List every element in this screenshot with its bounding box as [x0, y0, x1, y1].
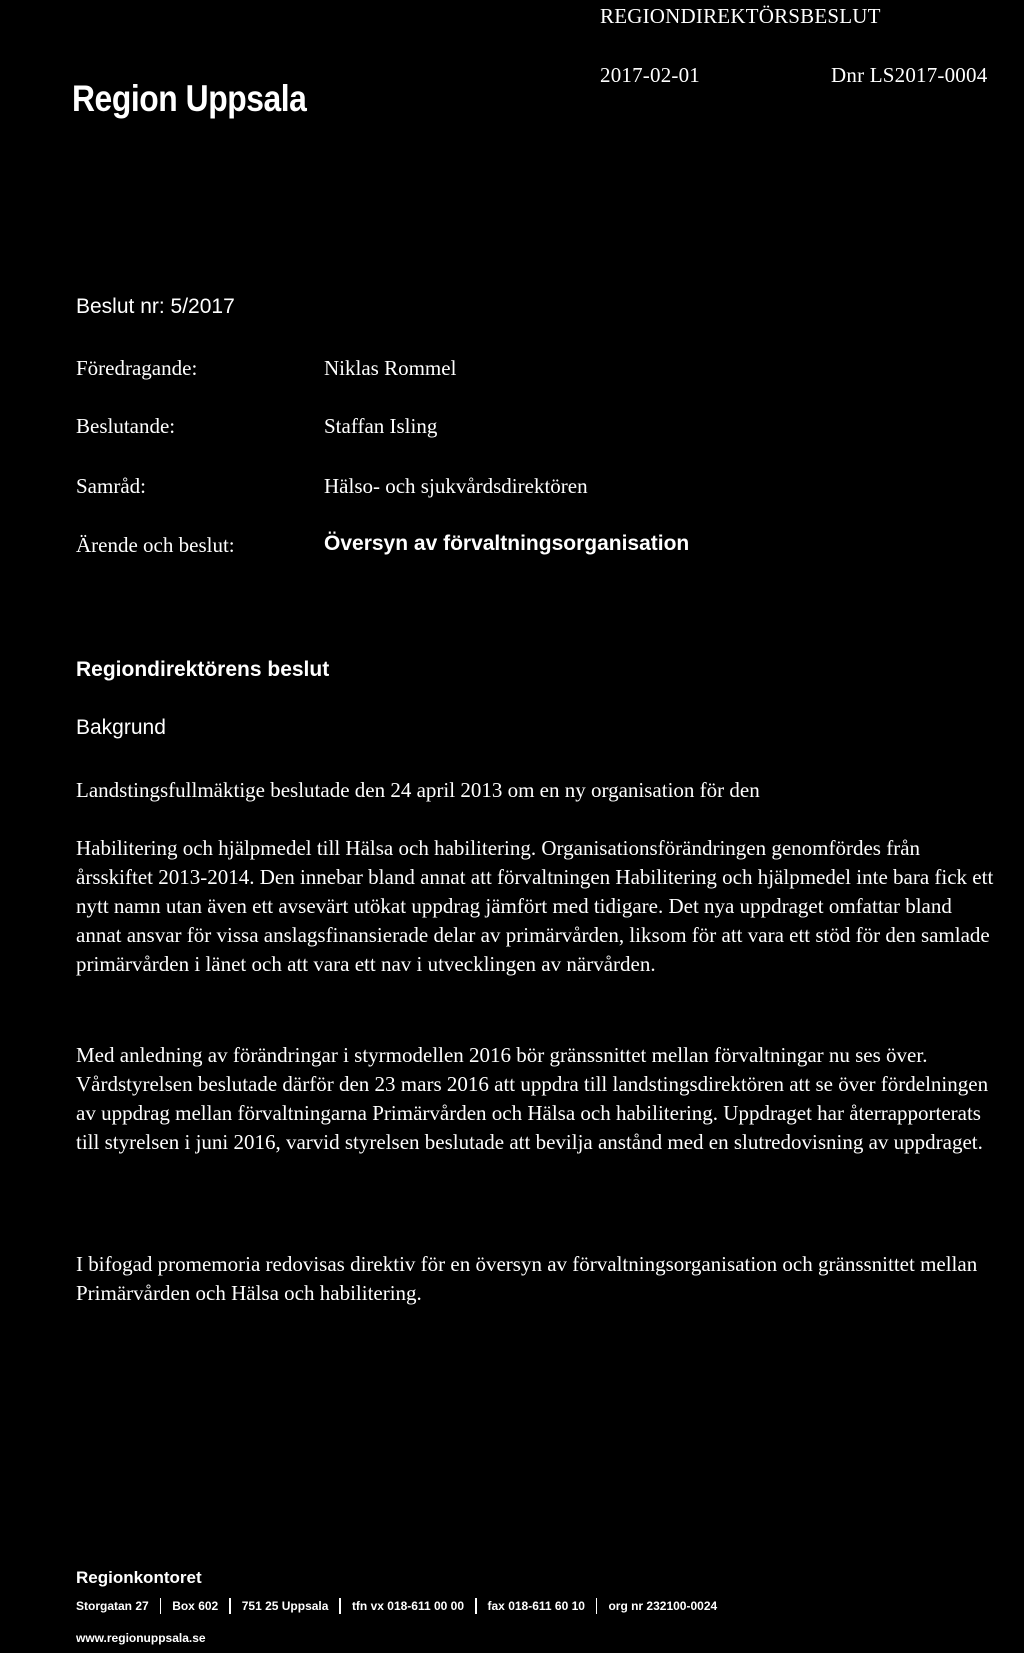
footer-divider: [339, 1598, 341, 1614]
presenter-value: Niklas Rommel: [324, 356, 457, 380]
paragraph-3: I bifogad promemoria redovisas direktiv för en översyn av förvaltningsorganisation och gränssnittet mellan Primärvården och Hälsa och habilitering.: [76, 1252, 978, 1305]
footer-divider: [229, 1598, 231, 1614]
matter-title: Översyn av förvaltningsorganisation: [324, 532, 690, 555]
footer-postal: 751 25 Uppsala: [241, 1599, 329, 1613]
footer-box: Box 602: [172, 1599, 219, 1613]
decider-value: Staffan Isling: [324, 414, 438, 438]
footer-street: Storgatan 27: [76, 1599, 149, 1613]
document-dnr: Dnr LS2017-0004: [831, 63, 988, 87]
consultation-value: Hälso- och sjukvårdsdirektören: [324, 474, 588, 498]
paragraph-1: Habilitering och hjälpmedel till Hälsa och habilitering. Organisationsförändringen genomfördes från årsskiftet 2013-2014. Den innebar bland annat att förvaltningen Habilitering och hjälpmedel inte bara fick ett nytt namn utan även ett avsevärt utökat uppdrag jämfört med tidigare. Det nya uppdraget omfattar bland annat ansvar för vissa anslagsfinansierade delar av primärvården, liksom för att vara ett stöd för den samlade primärvården i länet och att vara ett nav i utvecklingen av närvården.: [76, 836, 994, 976]
footer-divider: [160, 1598, 162, 1614]
section-heading: Regiondirektörens beslut: [76, 658, 330, 681]
decision-number: Beslut nr: 5/2017: [76, 295, 235, 318]
footer-org: Regionkontoret: [76, 1568, 202, 1587]
consultation-label: Samråd:: [76, 474, 146, 498]
paragraph-2: Med anledning av förändringar i styrmodellen 2016 bör gränssnittet mellan förvaltningar nu ses över. Vårdstyrelsen beslutade därför den 23 mars 2016 att uppdra till landstingsdirektören att se över fördelningen av uppdrag mellan förvaltningarna Primärvården och Hälsa och habilitering. Uppdraget har återrapporterats till styrelsen i juni 2016, varvid styrelsen beslutade att bevilja anstånd med en slutredovisning av uppdraget.: [76, 1043, 989, 1154]
document-type: REGIONDIREKTÖRSBESLUT: [600, 4, 881, 28]
presenter-label: Föredragande:: [76, 356, 198, 380]
footer-website-link[interactable]: www.regionuppsala.se: [76, 1631, 206, 1645]
document-date: 2017-02-01: [600, 63, 700, 87]
region-uppsala-logo: Region Uppsala: [72, 78, 307, 119]
decider-label: Beslutande:: [76, 414, 176, 438]
matter-label: Ärende och beslut:: [76, 533, 235, 557]
footer-contact-row: [76, 1598, 717, 1614]
footer-fax: fax 018-611 60 10: [487, 1599, 585, 1613]
footer-phone: tfn vx 018-611 00 00: [351, 1599, 465, 1613]
section-subheading: Bakgrund: [76, 716, 166, 739]
footer-divider: [596, 1598, 598, 1614]
paragraph-1-first-line: Landstingsfullmäktige beslutade den 24 april 2013 om en ny organisation för den: [76, 778, 760, 802]
footer-org-number: org nr 232100-0024: [608, 1599, 718, 1613]
footer-divider: [475, 1598, 477, 1614]
